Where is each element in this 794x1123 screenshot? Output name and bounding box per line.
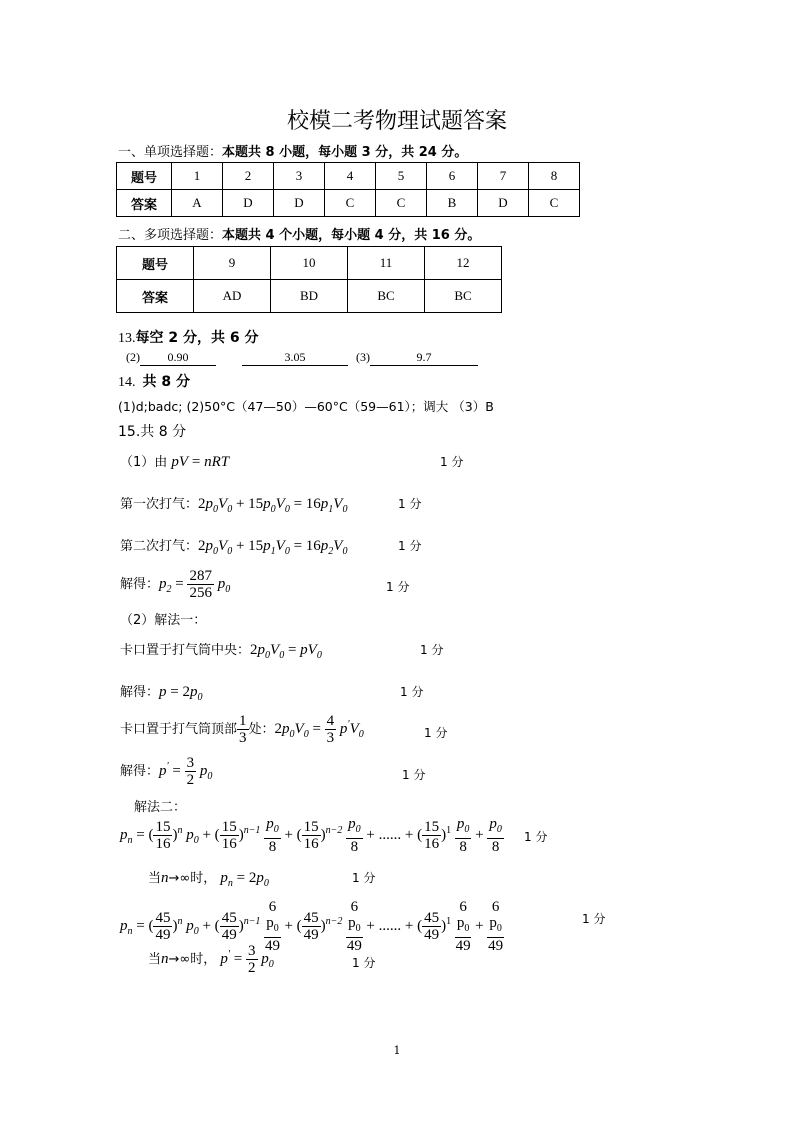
fraction-numerator: 287 [189,568,212,584]
ideal-gas-equation: pV [171,454,189,470]
q13-heading [118,327,258,347]
table-cell: 1 [172,163,223,190]
q15-part1: （1）由 pV = nRT [120,454,230,470]
table-cell: D [478,190,529,217]
table-cell: BC [348,280,425,313]
score-label: 1 分 [524,830,548,844]
table-cell: 9 [194,247,271,280]
limit-1: 当n→∞时， $p_n = 2p_0$ [148,870,269,889]
answer-table-single [116,162,580,217]
section2-bold: 本题共 4 个小题，每小题 4 分，共 16 分。 [222,228,481,243]
q15-second-pump [120,535,347,557]
p2-result: $p_2$ = $\frac{287}{256}$ $p_0$ [159,568,231,601]
table-header: 答案 [117,280,194,313]
table-cell: 8 [529,163,580,190]
top-label-suffix: 处： [248,722,275,737]
table-header: 题号 [117,247,194,280]
one-third-fraction: $\frac{1}{3}$ [239,713,247,746]
score-label: 1 分 [424,726,448,740]
solve-label: 解得： [120,576,160,592]
q13-points: 每空 2 分，共 6 分 [135,330,259,346]
section2-heading [118,224,480,243]
center-label: 卡口置于打气筒中央： [120,643,251,658]
limit-2: 当n→∞时， p' = $\frac{3}{2}$ $p_0$ [148,943,274,976]
method-two-label: 解法二： [134,800,187,815]
second-pump-label: 第二次打气： [120,539,199,554]
table-cell: 5 [376,163,427,190]
when-label: 当 [148,871,162,886]
q15-center [120,639,322,661]
score-label: 1 分 [400,685,424,699]
top-equation: $2p_0V_0$ = $\frac{4}{3}$ $p'V_0$ [274,713,364,747]
table-row [117,163,580,190]
q15-solve-p [120,681,202,703]
table-cell: BD [271,280,348,313]
series-equation-1: $p_n$ = ( $\frac{15}{16}$ )$^n$ $p_0$ + ( $\frac{15}{16}$ )$^{n-1}$ $\frac{p_0}{8}$ + ( $\frac{15}{16}$ )$^{n-2}$ $\frac{p_0}{8}$ + ...... + ( $\frac{15}{16}$ )$^1$ $\frac{p_0}{8}$ + $\frac{p_0}{8}$ [120,816,502,855]
q13-answers [126,350,478,366]
score-label: 1 分 [386,580,410,594]
when-label: 当 [148,951,162,967]
table-cell: 3 [274,163,325,190]
q13-label-2: (2) [126,350,140,364]
table-cell: C [376,190,427,217]
q14-points: 共 8 分 [142,374,190,390]
q13-number: 13. [118,331,136,346]
q13-answer-1: 0.90 [140,350,216,366]
q15-part2-label: （2）解法一： [120,613,207,628]
q14-heading [118,371,190,391]
score-label: 1 分 [352,956,376,970]
first-pump-equation: $2p_0V_0 + 15p_0V_0 = 16p_1V_0$ [198,496,348,515]
q13-answer-3: 9.7 [370,350,478,366]
solve-label: 解得： [120,763,160,779]
table-cell: C [529,190,580,217]
q15-solve-p2 [120,568,230,601]
table-cell: 11 [348,247,425,280]
when-suffix: 时， [190,951,217,967]
section1-prefix: 一、单项选择题： [118,145,223,160]
center-equation: $2p_0V_0 = pV_0$ [250,642,322,661]
table-cell: D [274,190,325,217]
q13-label-3: (3) [356,350,370,364]
section1-bold: 本题共 8 小题，每小题 3 分，共 24 分。 [222,145,468,160]
q15-part1-label: （1）由 [120,455,168,470]
q15-first-pump [120,493,347,515]
score-label: 1 分 [398,539,422,553]
q15-heading: 15.共 8 分 [118,424,187,440]
q15-top [120,713,364,746]
table-cell: 7 [478,163,529,190]
table-header: 题号 [117,163,172,190]
table-cell: B [427,190,478,217]
when-suffix: 时， [190,871,217,886]
fraction-denominator: 256 [189,585,212,601]
table-cell: A [172,190,223,217]
table-cell: AD [194,280,271,313]
table-row [117,247,502,280]
score-label: 1 分 [352,871,376,885]
table-header: 答案 [117,190,172,217]
table-cell: 6 [427,163,478,190]
score-label: 1 分 [582,912,606,926]
section1-heading [118,141,467,160]
p-result: $p = 2p_0$ [159,684,203,703]
table-row [117,280,502,313]
pprime-result: p' = $\frac{3}{2}$ $p_0$ [159,755,213,788]
series-equation-2: $p_n$ = ( $\frac{45}{49}$ )$^n$ $p_0$ + ( $\frac{45}{49}$ )$^{n-1}$ 6 $p_0$ 49 + ( $\frac{45}{49}$ )$^{n-2}$ 6 $p_0$ 49 + ...... + ( $\frac{45}{49}$ )$^1$ 6 $p_0$ 49 + 6 $p_0$ 49 [120,899,504,954]
table-cell: 10 [271,247,348,280]
second-pump-equation: $2p_0V_0 + 15p_1V_0 = 16p_2V_0$ [198,538,348,557]
table-cell: C [325,190,376,217]
q15-solve-pprime [120,755,212,788]
score-label: 1 分 [402,768,426,782]
score-label: 1 分 [420,643,444,657]
page-number: 1 [393,1044,401,1057]
table-cell: BC [425,280,502,313]
ellipsis: ...... [378,826,402,843]
table-cell: 4 [325,163,376,190]
top-label: 卡口置于打气筒顶部 [120,722,238,737]
q13-answer-2: 3.05 [242,350,348,366]
table-cell: D [223,190,274,217]
table-row [117,190,580,217]
section2-prefix: 二、多项选择题： [118,228,223,243]
score-label: 1 分 [440,455,464,469]
q14-number: 14. [118,375,136,390]
table-cell: 2 [223,163,274,190]
ellipsis: ...... [378,917,402,934]
first-pump-label: 第一次打气： [120,497,199,512]
solve-label: 解得： [120,685,160,700]
q14-answer: (1)d;badc; (2)50°C（47—50）—60°C（59—61）；调大 （3）B [118,399,494,414]
page-title: 校模二考物理试题答案 [286,109,507,134]
answer-table-multi [116,246,502,313]
table-cell: 12 [425,247,502,280]
score-label: 1 分 [398,497,422,511]
